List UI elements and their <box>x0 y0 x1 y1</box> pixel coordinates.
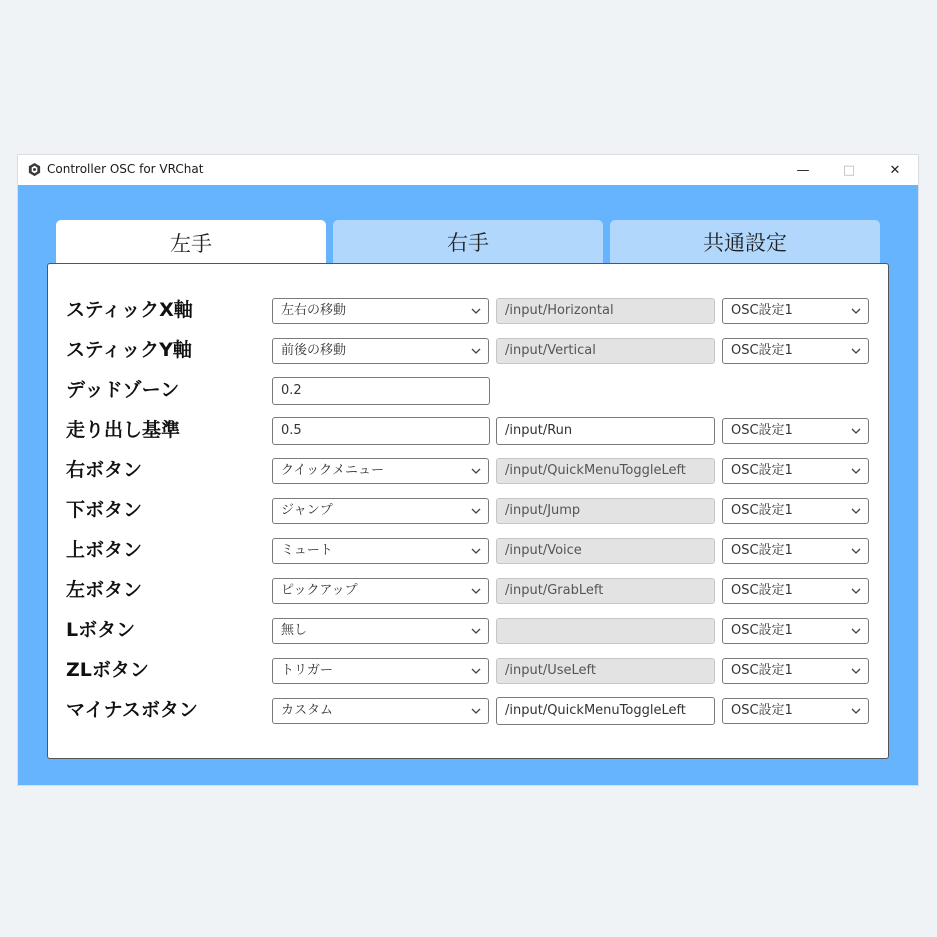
osc-select-right-button[interactable] <box>722 458 869 484</box>
osc-path-field-zl-button: /input/UseLeft <box>496 658 715 684</box>
row-label-stick-x: スティックX軸 <box>66 299 193 321</box>
osc-path-field-minus-button[interactable]: /input/QuickMenuToggleLeft <box>496 697 715 725</box>
tab-common-settings[interactable]: 共通設定 <box>610 220 880 263</box>
tab-right-hand[interactable]: 右手 <box>333 220 603 263</box>
minimize-button[interactable]: — <box>796 162 810 178</box>
osc-path-field-l-button <box>496 618 715 644</box>
row-label-run-threshold: 走り出し基準 <box>66 419 181 441</box>
osc-select-value: OSC設定1 <box>731 583 793 598</box>
chevron-down-icon <box>471 467 481 475</box>
osc-select-value: OSC設定1 <box>731 623 793 638</box>
osc-select-value: OSC設定1 <box>731 503 793 518</box>
osc-select-value: OSC設定1 <box>731 703 793 718</box>
deadzone-input[interactable]: 0.2 <box>272 377 490 405</box>
run-threshold-input[interactable]: 0.5 <box>272 417 490 445</box>
chevron-down-icon <box>851 547 861 555</box>
window-title: Controller OSC for VRChat <box>47 162 204 176</box>
action-select-value: ピックアップ <box>281 583 358 598</box>
title-bar[interactable] <box>18 155 918 185</box>
settings-panel <box>47 263 889 759</box>
osc-select-value: OSC設定1 <box>731 463 793 478</box>
chevron-down-icon <box>851 347 861 355</box>
row-label-left-button: 左ボタン <box>66 579 143 601</box>
chevron-down-icon <box>471 307 481 315</box>
chevron-down-icon <box>851 667 861 675</box>
action-select-minus-button[interactable] <box>272 698 489 724</box>
osc-select-value: OSC設定1 <box>731 303 793 318</box>
action-select-value: クイックメニュー <box>281 463 384 478</box>
row-label-down-button: 下ボタン <box>66 499 143 521</box>
maximize-button[interactable]: □ <box>842 162 856 178</box>
action-select-right-button[interactable] <box>272 458 489 484</box>
action-select-value: 無し <box>281 623 308 638</box>
action-select-value: トリガー <box>281 663 333 678</box>
osc-select-down-button[interactable] <box>722 498 869 524</box>
chevron-down-icon <box>471 547 481 555</box>
controller-app-icon <box>27 162 42 177</box>
action-select-left-button[interactable] <box>272 578 489 604</box>
osc-path-field-stick-y: /input/Vertical <box>496 338 715 364</box>
osc-path-field-left-button: /input/GrabLeft <box>496 578 715 604</box>
osc-select-value: OSC設定1 <box>731 343 793 358</box>
osc-select-up-button[interactable] <box>722 538 869 564</box>
row-label-right-button: 右ボタン <box>66 459 143 481</box>
action-select-value: 左右の移動 <box>281 303 347 318</box>
action-select-value: 前後の移動 <box>281 343 347 358</box>
osc-path-field-down-button: /input/Jump <box>496 498 715 524</box>
osc-select-left-button[interactable] <box>722 578 869 604</box>
chevron-down-icon <box>851 627 861 635</box>
row-label-l-button: Lボタン <box>66 619 136 641</box>
chevron-down-icon <box>851 707 861 715</box>
osc-select-value: OSC設定1 <box>731 423 793 438</box>
chevron-down-icon <box>471 627 481 635</box>
osc-select-run[interactable] <box>722 418 869 444</box>
osc-path-field-up-button: /input/Voice <box>496 538 715 564</box>
action-select-value: ミュート <box>281 543 333 558</box>
osc-path-field-stick-x: /input/Horizontal <box>496 298 715 324</box>
action-select-value: ジャンプ <box>281 503 333 518</box>
osc-select-stick-x[interactable] <box>722 298 869 324</box>
row-label-up-button: 上ボタン <box>66 539 143 561</box>
row-label-deadzone: デッドゾーン <box>66 379 180 401</box>
action-select-stick-x[interactable] <box>272 298 489 324</box>
action-select-stick-y[interactable] <box>272 338 489 364</box>
chevron-down-icon <box>851 467 861 475</box>
osc-select-l-button[interactable] <box>722 618 869 644</box>
action-select-up-button[interactable] <box>272 538 489 564</box>
osc-select-value: OSC設定1 <box>731 543 793 558</box>
action-select-zl-button[interactable] <box>272 658 489 684</box>
close-button[interactable]: ✕ <box>889 162 901 178</box>
chevron-down-icon <box>471 347 481 355</box>
row-label-minus-button: マイナスボタン <box>66 699 198 721</box>
chevron-down-icon <box>851 507 861 515</box>
chevron-down-icon <box>471 587 481 595</box>
row-label-stick-y: スティックY軸 <box>66 339 192 361</box>
chevron-down-icon <box>851 427 861 435</box>
action-select-down-button[interactable] <box>272 498 489 524</box>
chevron-down-icon <box>471 667 481 675</box>
app-window <box>18 155 918 785</box>
row-label-zl-button: ZLボタン <box>66 659 149 681</box>
chevron-down-icon <box>471 507 481 515</box>
chevron-down-icon <box>471 707 481 715</box>
osc-select-value: OSC設定1 <box>731 663 793 678</box>
chevron-down-icon <box>851 587 861 595</box>
action-select-value: カスタム <box>281 703 334 718</box>
osc-select-stick-y[interactable] <box>722 338 869 364</box>
tab-left-hand[interactable]: 左手 <box>56 220 326 265</box>
osc-path-field-run[interactable]: /input/Run <box>496 417 715 445</box>
osc-select-minus-button[interactable] <box>722 698 869 724</box>
chevron-down-icon <box>851 307 861 315</box>
action-select-l-button[interactable] <box>272 618 489 644</box>
osc-select-zl-button[interactable] <box>722 658 869 684</box>
osc-path-field-right-button: /input/QuickMenuToggleLeft <box>496 458 715 484</box>
